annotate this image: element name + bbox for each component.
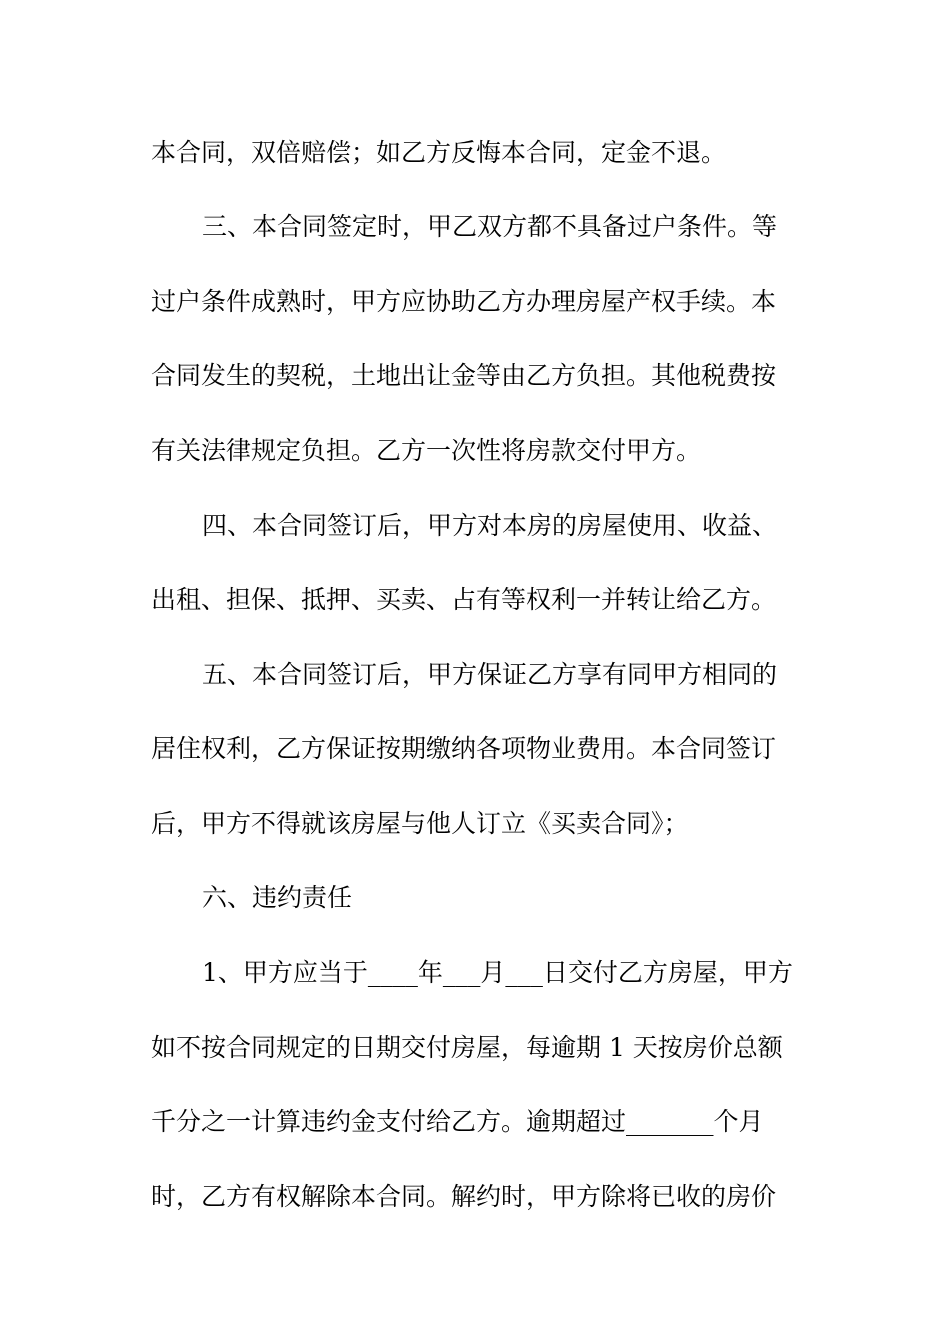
text-line: 有关法律规定负担。乙方一次性将房款交付甲方。 xyxy=(151,436,702,465)
text-line: 后，甲方不得就该房屋与他人订立《买卖合同》； xyxy=(151,809,689,838)
text-line: 合同发生的契税，土地出让金等由乙方负担。其他税费按 xyxy=(151,361,777,390)
text-line: 居住权利，乙方保证按期缴纳各项物业费用。本合同签订 xyxy=(151,734,777,763)
text-line: 千分之一计算违约金支付给乙方。逾期超过_______个月 xyxy=(151,1107,764,1136)
text-line: 本合同，双倍赔偿；如乙方反悔本合同，定金不退。 xyxy=(151,138,727,167)
text-line: 三、本合同签定时，甲乙双方都不具备过户条件。等 xyxy=(202,212,778,241)
text-line: 如不按合同规定的日期交付房屋，每逾期 1 天按房价总额 xyxy=(151,1033,783,1062)
section-heading: 六、违约责任 xyxy=(202,883,353,912)
text-line: 时，乙方有权解除本合同。解约时，甲方除将已收的房价 xyxy=(151,1182,777,1211)
text-line: 过户条件成熟时，甲方应协助乙方办理房屋产权手续。本 xyxy=(151,287,777,316)
text-line: 1、甲方应当于____年___月___日交付乙方房屋，甲方 xyxy=(202,958,793,987)
text-line: 五、本合同签订后，甲方保证乙方享有同甲方相同的 xyxy=(202,660,778,689)
text-line: 出租、担保、抵押、买卖、占有等权利一并转让给乙方。 xyxy=(151,585,777,614)
text-line: 四、本合同签订后，甲方对本房的房屋使用、收益、 xyxy=(202,511,778,540)
